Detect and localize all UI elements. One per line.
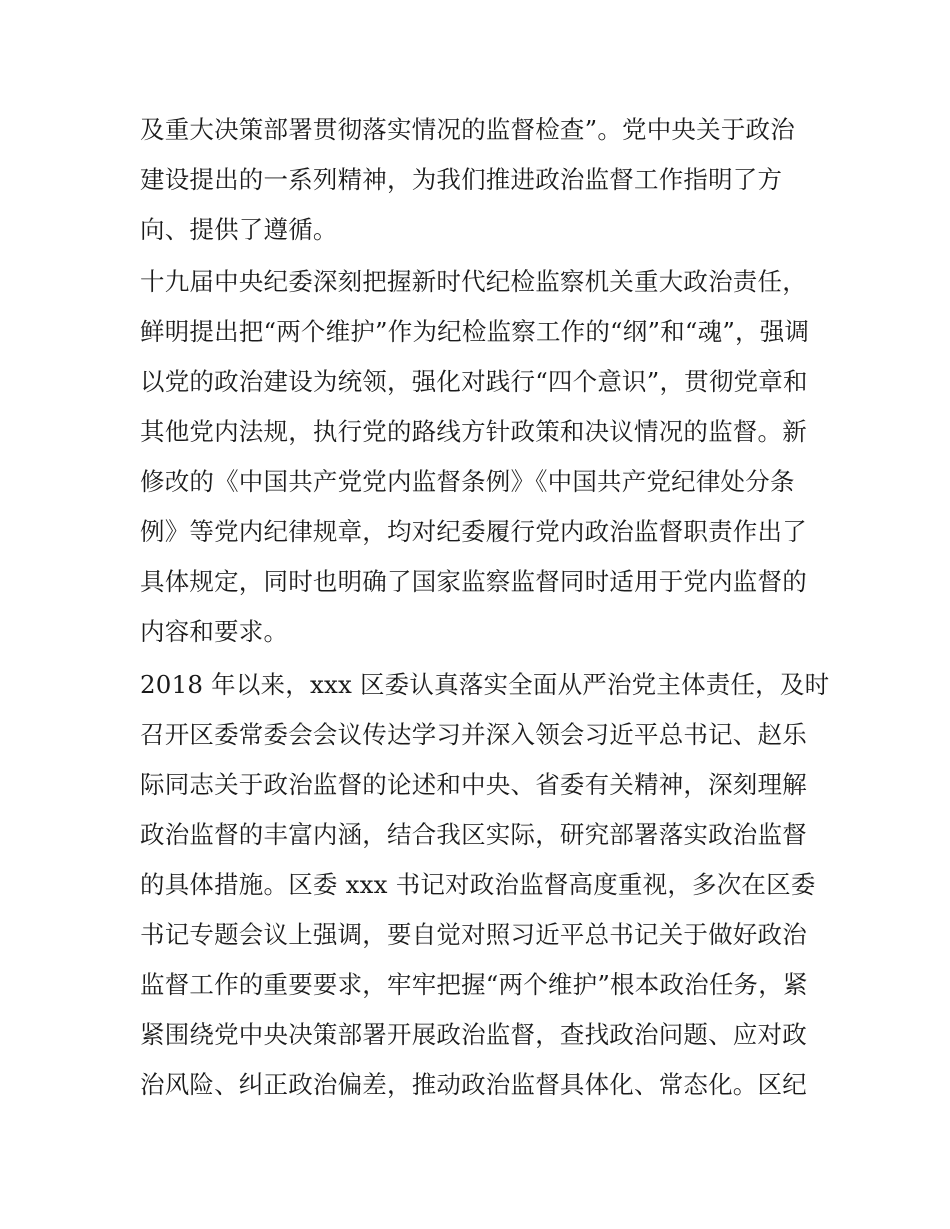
text-line: 例》等党内纪律规章，均对纪委履行党内政治监督职责作出了 bbox=[140, 517, 807, 546]
text-line: 具体规定，同时也明确了国家监察监督同时适用于党内监督的 bbox=[140, 567, 807, 596]
text-line: 建设提出的一系列精神，为我们推进政治监督工作指明了方 bbox=[140, 165, 783, 194]
text-line: 监督工作的重要要求，牢牢把握“两个维护”根本政治任务，紧 bbox=[140, 970, 808, 999]
text-line: 治风险、纠正政治偏差，推动政治监督具体化、常态化。区纪 bbox=[140, 1070, 807, 1099]
text-line: 书记专题会议上强调，要自觉对照习近平总书记关于做好政治 bbox=[140, 920, 807, 949]
text-line: 向、提供了遵循。 bbox=[140, 215, 338, 244]
text-line: 内容和要求。 bbox=[140, 617, 289, 646]
text-line: 际同志关于政治监督的论述和中央、省委有关精神，深刻理解 bbox=[140, 770, 807, 799]
text-line: 以党的政治建设为统领，强化对践行“四个意识”，贯彻党章和 bbox=[140, 367, 808, 396]
text-line: 鲜明提出把“两个维护”作为纪检监察工作的“纲”和“魂”，强调 bbox=[140, 317, 810, 346]
text-line: 紧围绕党中央决策部署开展政治监督，查找政治问题、应对政 bbox=[140, 1020, 807, 1049]
text-line: 十九届中央纪委深刻把握新时代纪检监察机关重大政治责任， bbox=[140, 267, 807, 296]
text-line: 其他党内法规，执行党的路线方针政策和决议情况的监督。新 bbox=[140, 417, 807, 446]
text-line: 修改的《中国共产党党内监督条例》《中国共产党纪律处分条 bbox=[140, 467, 795, 496]
text-line: 2018 年以来，xxx 区委认真落实全面从严治党主体责任，及时 bbox=[140, 670, 830, 699]
text-line: 及重大决策部署贯彻落实情况的监督检查”。党中央关于政治 bbox=[140, 115, 795, 144]
text-line: 召开区委常委会会议传达学习并深入领会习近平总书记、赵乐 bbox=[140, 720, 807, 749]
text-line: 的具体措施。区委 xxx 书记对政治监督高度重视，多次在区委 bbox=[140, 870, 816, 899]
text-line: 政治监督的丰富内涵，结合我区实际，研究部署落实政治监督 bbox=[140, 820, 807, 849]
